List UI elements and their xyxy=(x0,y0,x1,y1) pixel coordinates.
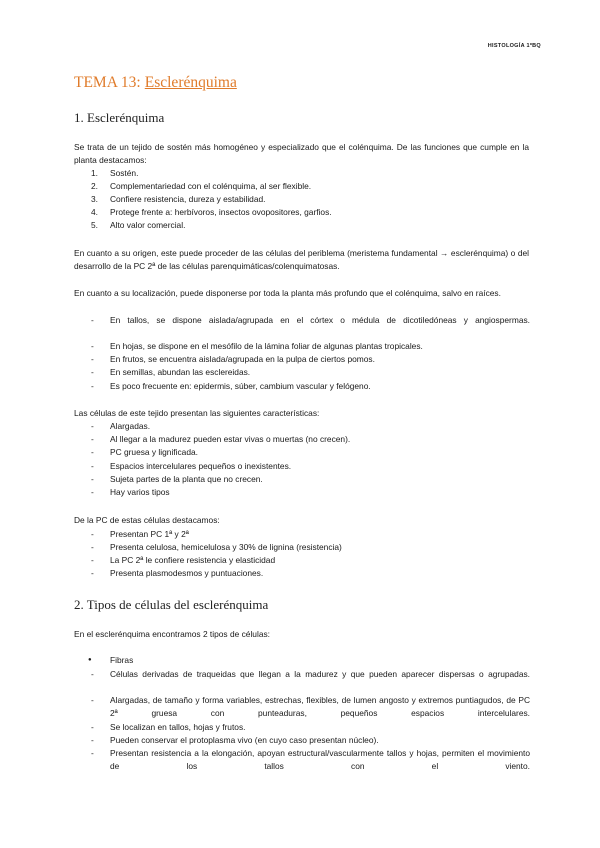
dash-marker: - xyxy=(91,722,94,732)
dash-marker: - xyxy=(91,474,94,484)
type-label: Fibras xyxy=(110,655,134,665)
dash-marker: - xyxy=(91,354,94,364)
function-item: Protege frente a: herbívoros, insectos ovopositores, garfios. xyxy=(110,207,332,217)
dash-marker: - xyxy=(91,341,94,351)
characteristic-item: PC gruesa y lignificada. xyxy=(110,447,198,457)
title-name: Esclerénquima xyxy=(144,74,237,91)
location-item: En semillas, abundan las esclereidas. xyxy=(110,367,251,377)
characteristic-item: Hay varios tipos xyxy=(110,487,170,497)
location-item: Es poco frecuente en: epidermis, súber, cambium vascular y felógeno. xyxy=(110,381,371,391)
dash-marker: - xyxy=(91,542,94,552)
dash-marker: - xyxy=(91,568,94,578)
location-item: En hojas, se dispone en el mesófilo de la lámina foliar de algunas plantas tropicales. xyxy=(110,341,423,351)
fiber-item: Alargadas, de tamaño y forma variables, estrechas, flexibles, de lumen angosto y extremos puntiagudos, de PC 2ª gruesa con punteaduras, pequeños espacios intercelulares. xyxy=(110,695,530,718)
pc-item: Presentan PC 1ª y 2ª xyxy=(110,529,189,539)
page-title xyxy=(74,74,237,92)
characteristic-item: Al llegar a la madurez pueden estar vivas o muertas (no crecen). xyxy=(110,434,351,444)
intro-paragraph: Se trata de un tejido de sostén más homogéneo y especializado que el colénquima. De las funciones que cumple en la planta destacamos: xyxy=(74,142,529,165)
running-header: HISTOLOGÍA 1ºBQ xyxy=(487,43,541,49)
pc-item: Presenta plasmodesmos y puntuaciones. xyxy=(110,568,264,578)
dash-marker: - xyxy=(91,381,94,391)
types-intro: En el esclerénquima encontramos 2 tipos de células: xyxy=(74,629,270,639)
function-item: Confiere resistencia, dureza y estabilidad. xyxy=(110,194,266,204)
dash-marker: - xyxy=(91,487,94,497)
pc-intro: De la PC de estas células destacamos: xyxy=(74,515,220,525)
section-heading-1: 1. Esclerénquima xyxy=(74,110,165,125)
fiber-item: Se localizan en tallos, hojas y frutos. xyxy=(110,722,246,732)
dash-marker: - xyxy=(91,461,94,471)
function-item: Complementariedad con el colénquima, al ser flexible. xyxy=(110,181,312,191)
function-number: 4. xyxy=(91,207,98,217)
title-prefix: TEMA 13: xyxy=(74,74,141,91)
dash-marker: - xyxy=(91,529,94,539)
function-item: Alto valor comercial. xyxy=(110,220,186,230)
dash-marker: - xyxy=(91,695,94,705)
bullet-icon: ● xyxy=(88,657,92,663)
characteristic-item: Sujeta partes de la planta que no crecen. xyxy=(110,474,263,484)
fiber-item: Presentan resistencia a la elongación, apoyan estructural/vascularmente tallos y hojas, permiten el movimiento de los tallos con el viento. xyxy=(110,748,530,771)
function-number: 1. xyxy=(91,168,98,178)
fiber-item: Células derivadas de traqueidas que llegan a la madurez y que pueden aparecer dispersas o agrupadas. xyxy=(110,669,530,679)
section-heading-2: 2. Tipos de células del esclerénquima xyxy=(74,597,269,612)
dash-marker: - xyxy=(91,669,94,679)
dash-marker: - xyxy=(91,447,94,457)
dash-marker: - xyxy=(91,735,94,745)
characteristic-item: Espacios intercelulares pequeños o inexistentes. xyxy=(110,461,292,471)
dash-marker: - xyxy=(91,434,94,444)
location-paragraph: En cuanto a su localización, puede disponerse por toda la planta más profundo que el colénquima, salvo en raíces. xyxy=(74,288,501,298)
characteristics-intro: Las células de este tejido presentan las siguientes características: xyxy=(74,408,320,418)
function-number: 2. xyxy=(91,181,98,191)
dash-marker: - xyxy=(91,555,94,565)
function-item: Sostén. xyxy=(110,168,139,178)
dash-marker: - xyxy=(91,748,94,758)
origin-paragraph: En cuanto a su origen, este puede proceder de las células del periblema (meristema fundamental → esclerénquima) o del desarrollo de la PC 2ª de las células parenquimáticas/colenquimatosas. xyxy=(74,248,529,271)
function-number: 5. xyxy=(91,220,98,230)
characteristic-item: Alargadas. xyxy=(110,421,151,431)
location-item: En frutos, se encuentra aislada/agrupada en la pulpa de ciertos pomos. xyxy=(110,354,375,364)
pc-item: La PC 2ª le confiere resistencia y elasticidad xyxy=(110,555,276,565)
dash-marker: - xyxy=(91,421,94,431)
pc-item: Presenta celulosa, hemicelulosa y 30% de lignina (resistencia) xyxy=(110,542,342,552)
dash-marker: - xyxy=(91,367,94,377)
fiber-item: Pueden conservar el protoplasma vivo (en cuyo caso presentan núcleo). xyxy=(110,735,379,745)
function-number: 3. xyxy=(91,194,98,204)
dash-marker: - xyxy=(91,315,94,325)
location-item: En tallos, se dispone aislada/agrupada en el córtex o médula de dicotiledóneas y angiospermas. xyxy=(110,315,530,325)
